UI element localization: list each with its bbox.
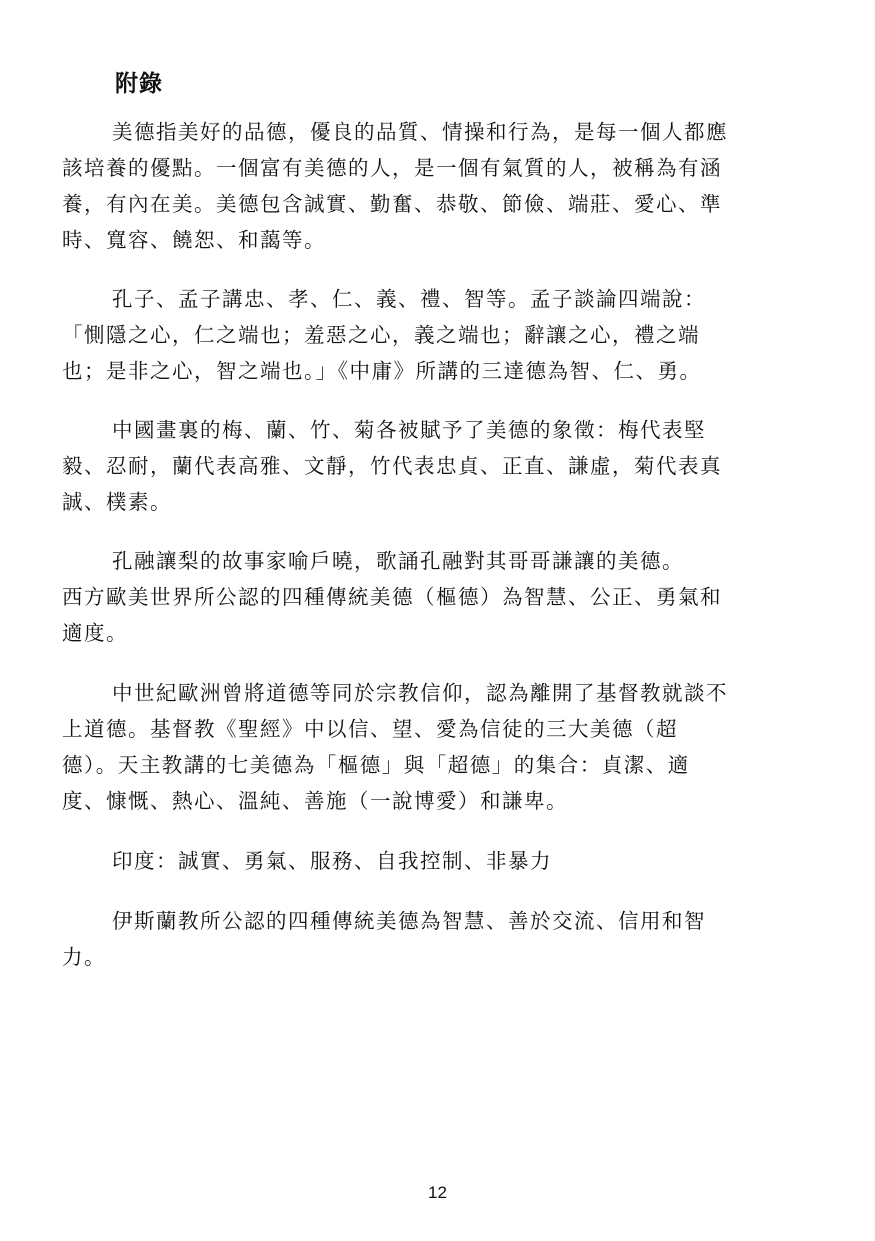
paragraph-confucius-mencius [62,281,812,389]
paragraph-line: 中世紀歐洲曾將道德等同於宗教信仰，認為離開了基督教就談不 [112,681,728,705]
paragraph-line: 「惻隱之心，仁之端也；羞惡之心，義之端也；辭讓之心，禮之端 [62,323,700,347]
paragraph-line: 誠、樸素。 [62,490,172,514]
paragraph-line: 美德指美好的品德，優良的品質、情操和行為，是每一個人都應 [112,120,728,144]
paragraph-line: 養，有內在美。美德包含誠實、勤奮、恭敬、節儉、端莊、愛心、準 [62,192,722,216]
paragraph-line: 適度。 [62,621,128,645]
paragraph-line: 毅、忍耐，蘭代表高雅、文靜，竹代表忠貞、正直、謙虛，菊代表真 [62,454,722,478]
paragraph-line: 西方歐美世界所公認的四種傳統美德（樞德）為智慧、公正、勇氣和 [62,585,722,609]
paragraph-line: 德）。天主教講的七美德為「樞德」與「超德」的集合：貞潔、適 [62,753,690,777]
paragraph-line: 孔子、孟子講忠、孝、仁、義、禮、智等。孟子談論四端說： [112,287,706,311]
page-number: 12 [428,1183,447,1202]
paragraph-line: 度、慷慨、熱心、溫純、善施（一說博愛）和謙卑。 [62,789,568,813]
paragraph-line: 時、寬容、饒恕、和藹等。 [62,228,326,252]
paragraph-kong-rong [62,543,812,651]
paragraph-line: 也；是非之心，智之端也。」《中庸》所講的三達德為智、仁、勇。 [62,359,702,383]
paragraph-line: 伊斯蘭教所公認的四種傳統美德為智慧、善於交流、信用和智 [112,909,706,933]
paragraph-line: 該培養的優點。一個富有美德的人，是一個有氣質的人，被稱為有涵 [62,156,722,180]
paragraph-line: 上道德。基督教《聖經》中以信、望、愛為信徒的三大美德（超 [62,717,678,741]
section-heading: 附錄 [115,71,163,97]
paragraph-islam [62,903,812,975]
paragraph-line: 印度：誠實、勇氣、服務、自我控制、非暴力 [112,849,552,873]
paragraph-line: 力。 [62,945,106,969]
paragraph-line: 中國畫裏的梅、蘭、竹、菊各被賦予了美德的象徵：梅代表堅 [112,418,706,442]
paragraph-chinese-painting [62,412,812,520]
paragraph-medieval-europe [62,675,812,819]
paragraph-line: 孔融讓梨的故事家喻戶曉，歌誦孔融對其哥哥謙讓的美德。 [112,549,684,573]
paragraph-india [62,843,812,879]
paragraph-virtues-definition [62,114,812,258]
